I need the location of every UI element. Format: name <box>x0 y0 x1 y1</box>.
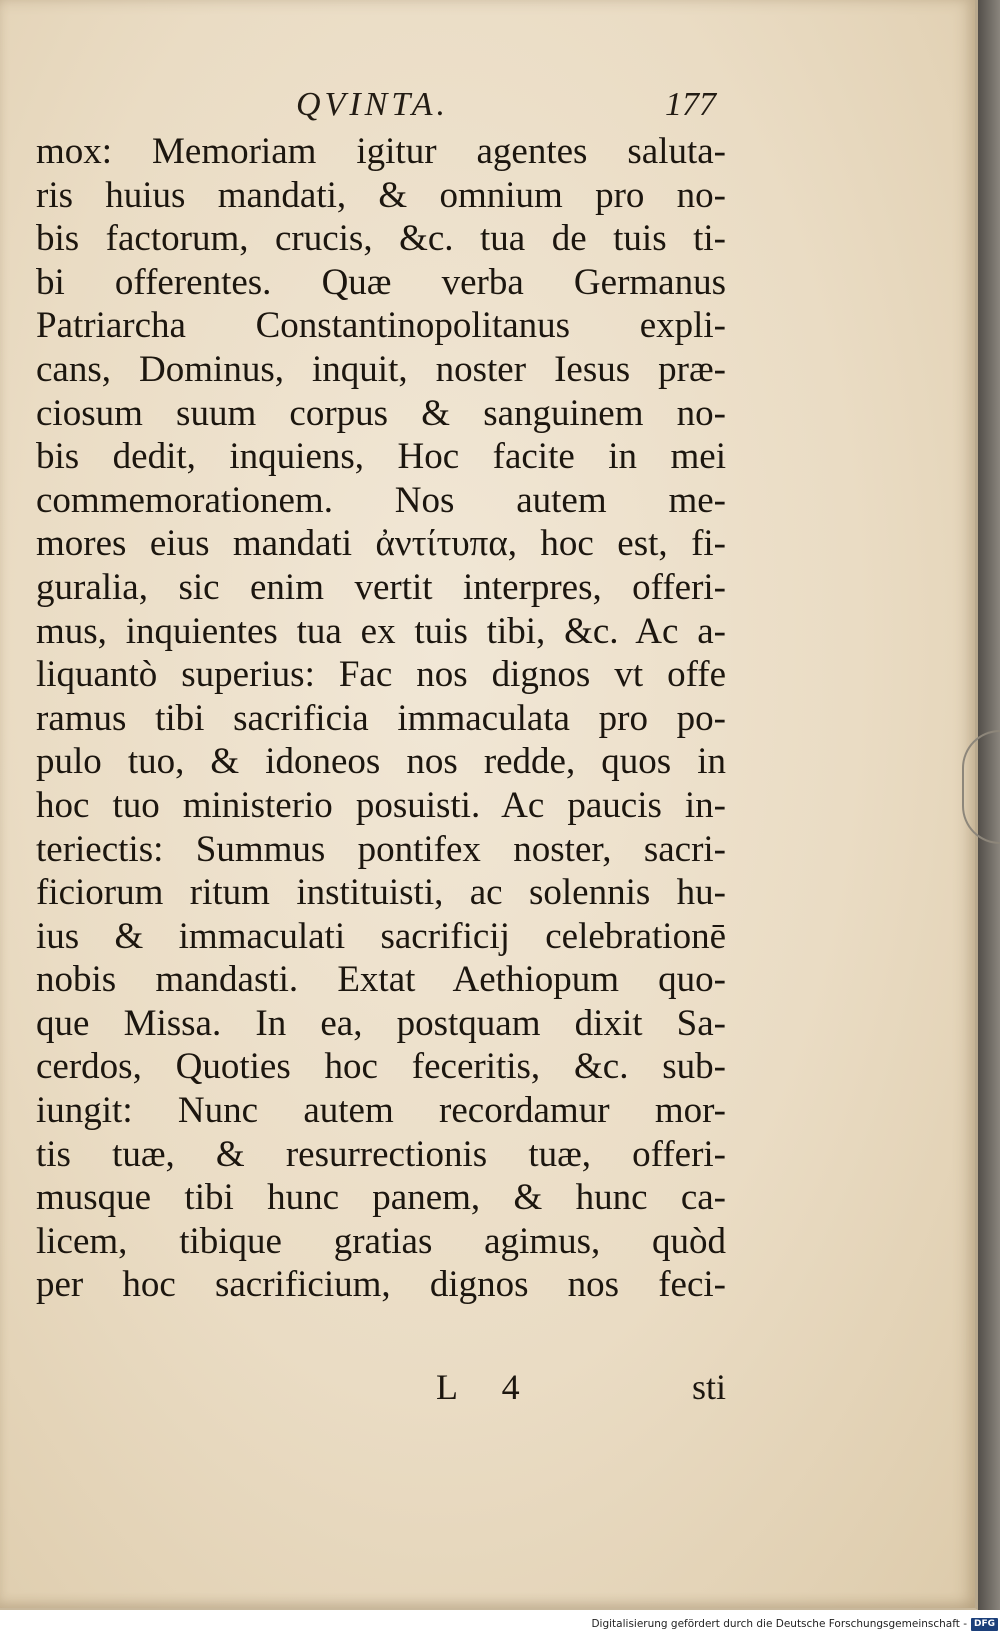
catchword: sti <box>691 1367 726 1407</box>
text-line: mox: Memoriam igitur agentes saluta- <box>36 131 726 172</box>
text-line: teriectis: Summus pontifex noster, sacri- <box>36 828 726 870</box>
running-title: QVINTA. <box>296 86 449 123</box>
signature-mark: L 4 <box>436 1367 538 1407</box>
page-footer <box>36 1366 726 1416</box>
text-line: per hoc sacrificium, dignos nos feci- <box>36 1264 726 1306</box>
text-line: cerdos, Quoties hoc feceritis, &c. sub- <box>36 1046 726 1088</box>
text-line: musque tibi hunc panem, & hunc ca- <box>36 1177 726 1219</box>
text-line: hoc tuo ministerio posuisti. Ac paucis in- <box>36 784 726 826</box>
thumb-notch <box>962 730 1000 844</box>
text-line: bis dedit, inquiens, Hoc facite in mei <box>36 436 726 478</box>
credit-text: Digitalisierung gefördert durch die Deutsche Forschungsgemeinschaft - <box>591 1618 967 1630</box>
dfg-logo: DFG <box>971 1618 998 1631</box>
text-line: que Missa. In ea, postquam dixit Sa- <box>36 1002 726 1044</box>
text-line: pulo tuo, & idoneos nos redde, quos in <box>36 741 726 783</box>
text-line: tis tuæ, & resurrectionis tuæ, offeri- <box>36 1133 726 1175</box>
text-line: ciosum suum corpus & sanguinem no- <box>36 392 726 434</box>
text-line: licem, tibique gratias agimus, quòd <box>36 1220 726 1262</box>
text-line: nobis mandasti. Extat Aethiopum quo- <box>36 959 726 1001</box>
text-line: commemorationem. Nos autem me- <box>36 479 726 521</box>
text-line: guralia, sic enim vertit interpres, offeri- <box>36 566 726 608</box>
body-text <box>36 130 726 1307</box>
text-line: iungit: Nunc autem recordamur mor- <box>36 1090 726 1132</box>
digitization-credit <box>560 1614 998 1634</box>
text-line: ris huius mandati, & omnium pro no- <box>36 174 726 216</box>
text-line: liquantò superius: Fac nos dignos vt offe <box>36 654 726 696</box>
text-line: ramus tibi sacrificia immaculata pro po- <box>36 697 726 739</box>
text-line: bi offerentes. Quæ verba Germanus <box>36 261 726 303</box>
text-line: Patriarcha Constantinopolitanus expli- <box>36 305 726 347</box>
text-line: mores eius mandati ἀντίτυπα, hoc est, fi- <box>36 523 726 565</box>
text-line: mus, inquientes tua ex tuis tibi, &c. Ac a- <box>36 610 726 652</box>
text-line: ficiorum ritum instituisti, ac solennis hu- <box>36 872 726 914</box>
page-number: 177 <box>665 86 716 123</box>
text-line: bis factorum, crucis, &c. tua de tuis ti- <box>36 218 726 260</box>
text-line: ius & immaculati sacrificij celebrationē <box>36 915 726 957</box>
text-line: cans, Dominus, inquit, noster Iesus præ- <box>36 348 726 390</box>
